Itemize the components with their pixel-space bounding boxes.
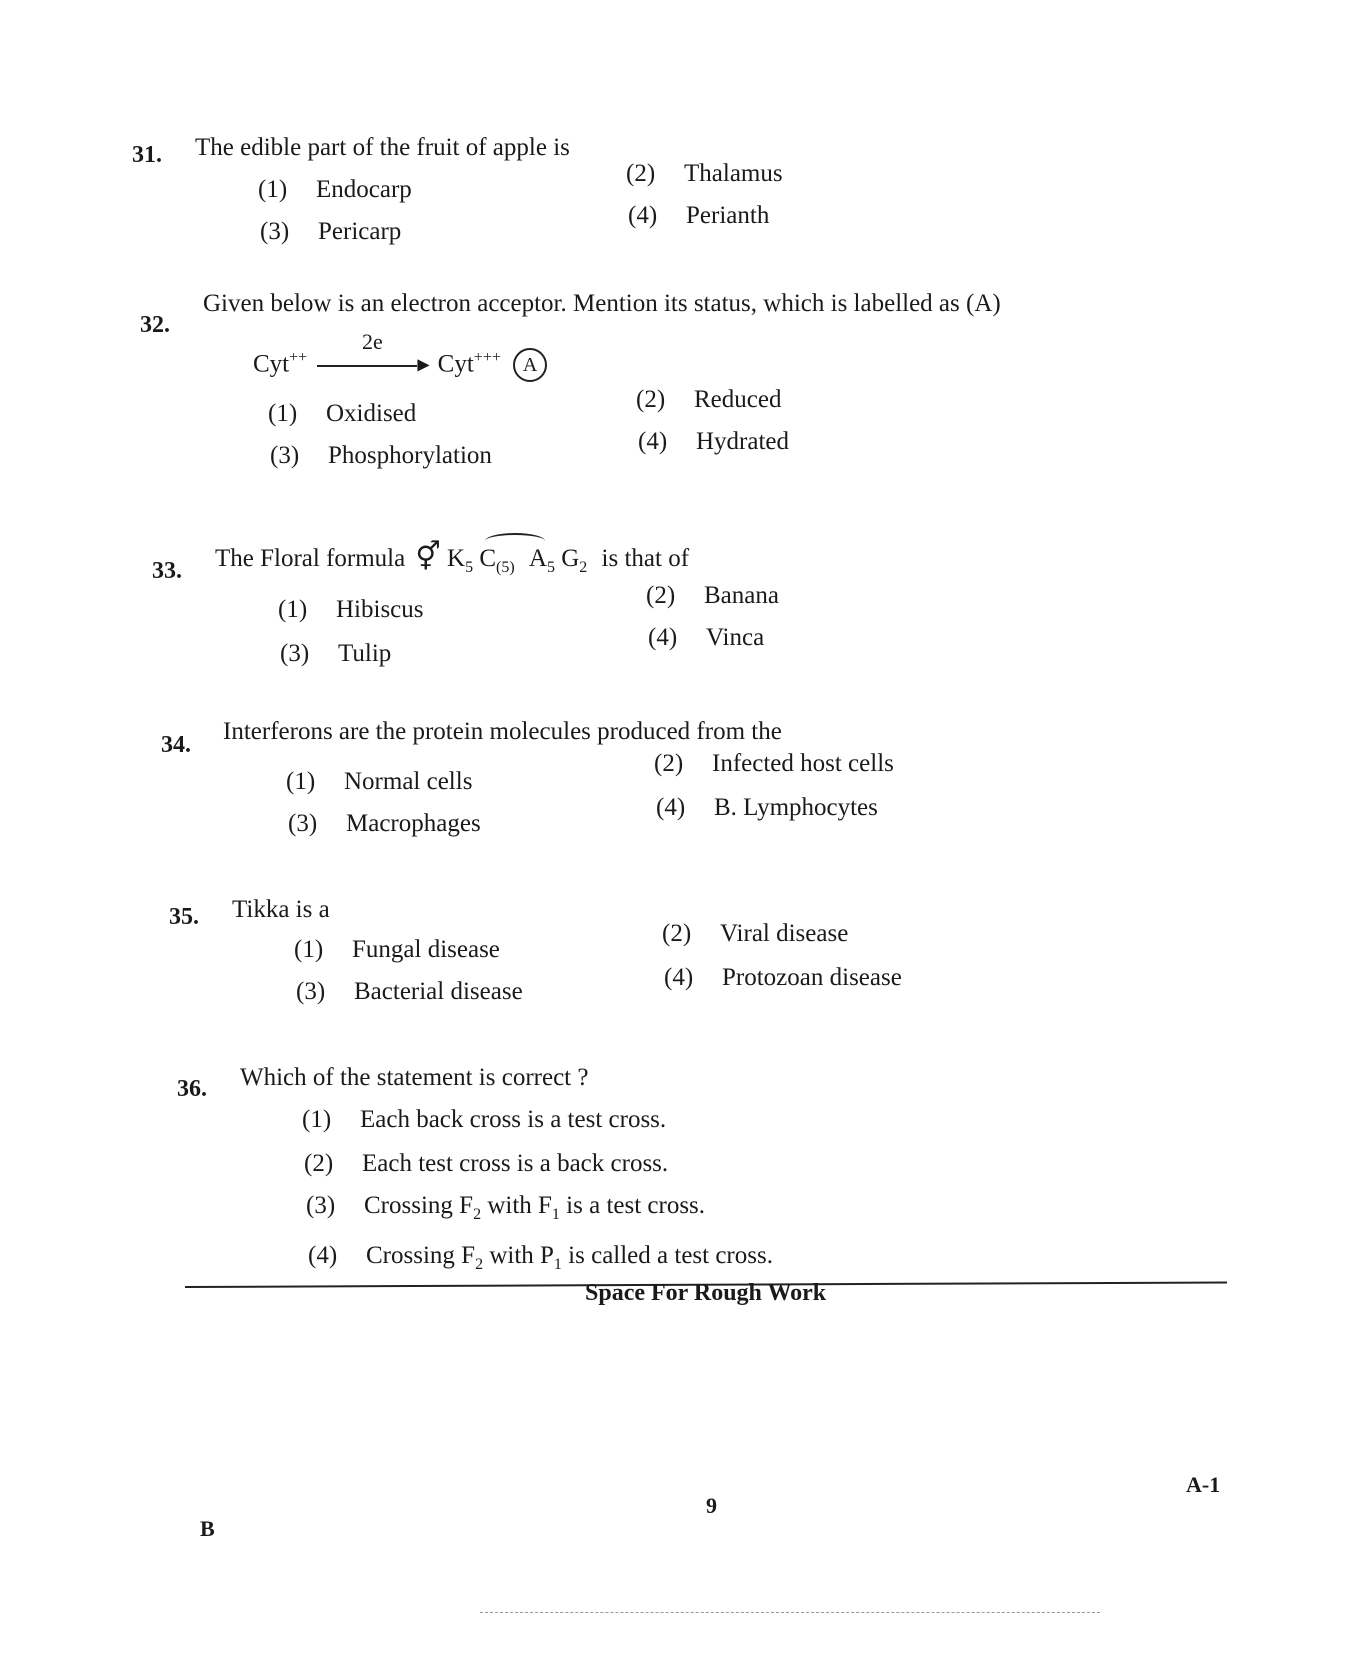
question-number: 32. bbox=[140, 312, 170, 338]
option-2: (2) Reduced bbox=[636, 386, 782, 413]
option-2: (2) Each test cross is a back cross. bbox=[304, 1150, 669, 1177]
option-1: (1) Oxidised bbox=[268, 400, 417, 427]
option-1: (1) Endocarp bbox=[258, 176, 412, 203]
option-3: (3) Pericarp bbox=[260, 218, 402, 245]
question-stem: The edible part of the fruit of apple is bbox=[195, 134, 570, 161]
option-4: (4) Perianth bbox=[628, 202, 770, 229]
option-1: (1) Normal cells bbox=[286, 768, 473, 795]
page-number: 9 bbox=[706, 1493, 717, 1518]
option-2: (2) Viral disease bbox=[662, 920, 849, 947]
option-1: (1) Hibiscus bbox=[278, 596, 424, 623]
option-2: (2) Infected host cells bbox=[654, 750, 894, 777]
option-1: (1) Fungal disease bbox=[294, 936, 500, 963]
option-4: (4) Vinca bbox=[648, 624, 765, 651]
reaction-arrow: 2e ▶ bbox=[317, 348, 427, 379]
option-4: (4) Protozoan disease bbox=[664, 964, 902, 991]
paper-code: A-1 bbox=[1186, 1472, 1221, 1497]
question-stem: Interferons are the protein molecules produced from the bbox=[223, 718, 782, 745]
fused-arc: $C_{(5)}$ bbox=[479, 545, 514, 572]
option-3: (3) Phosphorylation bbox=[270, 442, 492, 469]
option-3: (3) Tulip bbox=[280, 640, 392, 667]
label-a-circle: A bbox=[513, 348, 547, 382]
option-3: (3) Crossing $F_2$ with $F_1$ is a test cross. bbox=[306, 1192, 706, 1223]
option-2: (2) Banana bbox=[646, 582, 779, 609]
option-4: (4) Crossing $F_2$ with $P_1$ is called a test cross. bbox=[308, 1242, 773, 1273]
floral-formula: ⚥ $K_5$ $C_{(5)}$ $A_5$ $G_2$ bbox=[415, 545, 593, 572]
question-stem: Tikka is a bbox=[232, 896, 330, 923]
question-stem: Given below is an electron acceptor. Mention its status, which is labelled as (A) bbox=[203, 290, 1001, 317]
question-number: 34. bbox=[161, 732, 191, 758]
question-number: 35. bbox=[169, 904, 199, 930]
series-label: B bbox=[200, 1516, 215, 1541]
bisexual-symbol-icon: ⚥ bbox=[415, 542, 441, 573]
option-4: (4) Hydrated bbox=[638, 428, 790, 455]
option-4: (4) B. Lymphocytes bbox=[656, 794, 878, 821]
question-stem: Which of the statement is correct ? bbox=[240, 1064, 589, 1091]
scan-artifact-line bbox=[480, 1612, 1100, 1613]
question-number: 33. bbox=[152, 558, 182, 584]
option-2: (2) Thalamus bbox=[626, 160, 783, 187]
option-3: (3) Bacterial disease bbox=[296, 978, 523, 1005]
question-number: 31. bbox=[132, 142, 162, 168]
question-number: 36. bbox=[177, 1076, 207, 1102]
question-stem: The Floral formula ⚥ $K_5$ $C_{(5)}$ $A_5$ $G_2$ is that of bbox=[215, 540, 689, 578]
electron-equation: Cyt++ 2e ▶ Cyt+++ A bbox=[253, 348, 547, 382]
rough-work-heading: Space For Rough Work bbox=[585, 1280, 827, 1306]
option-1: (1) Each back cross is a test cross. bbox=[302, 1106, 667, 1133]
option-3: (3) Macrophages bbox=[288, 810, 481, 837]
